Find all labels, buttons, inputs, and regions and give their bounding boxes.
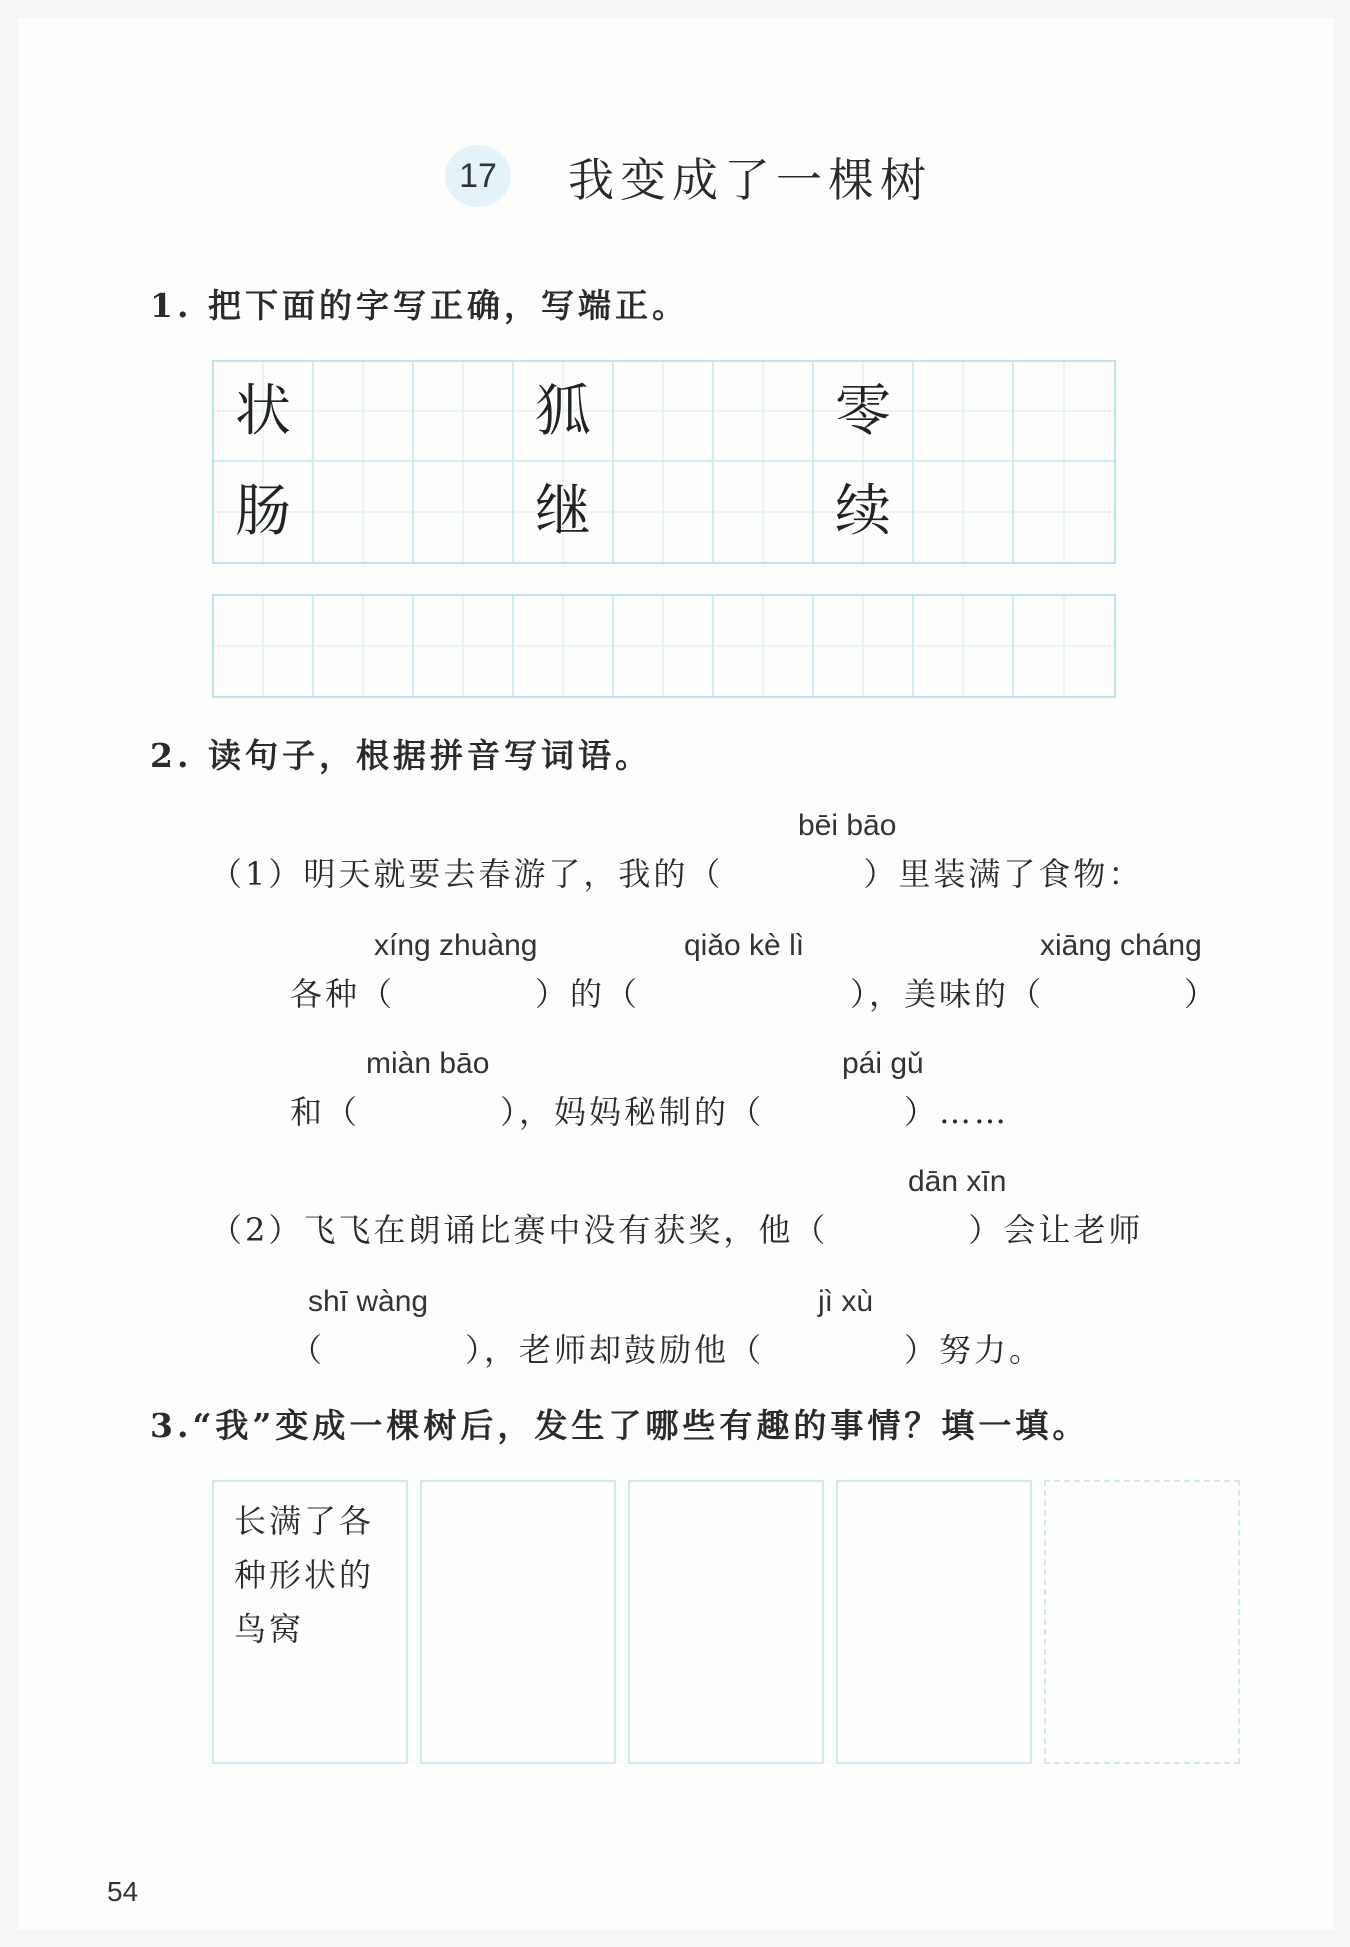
- grid-cell: 续: [814, 462, 914, 562]
- lesson-title: 我变成了一棵树: [568, 153, 932, 207]
- grid-cell: 继: [514, 462, 614, 562]
- sentence-1-line-3: 和（ ），妈妈秘制的（ ）……: [290, 1093, 1010, 1131]
- grid-cell[interactable]: [714, 362, 814, 462]
- answer-box-1: [212, 1480, 408, 1764]
- writing-grid-blank: [212, 594, 1116, 698]
- grid-cell[interactable]: [1014, 596, 1114, 696]
- grid-cell: 肠: [214, 462, 314, 562]
- pinyin-paigu: pái gǔ: [842, 1047, 924, 1080]
- grid-cell[interactable]: [414, 462, 514, 562]
- grid-cell[interactable]: [714, 596, 814, 696]
- answer-box-5[interactable]: [1044, 1480, 1240, 1764]
- grid-cell[interactable]: [914, 462, 1014, 562]
- grid-cell[interactable]: [514, 596, 614, 696]
- grid-cell: 状: [214, 362, 314, 462]
- question-3-title: 3.“我”变成一棵树后，发生了哪些有趣的事情？填一填。: [150, 1406, 1090, 1445]
- pinyin-beibao: bēi bāo: [798, 809, 897, 842]
- pinyin-mianbao: miàn bāo: [366, 1047, 490, 1080]
- grid-cell[interactable]: [214, 596, 314, 696]
- answer-box-1-text: 长满了各 种形状的 鸟窝: [234, 1502, 375, 1648]
- grid-cell[interactable]: [714, 462, 814, 562]
- sentence-1-line-2: 各种（ ）的（ ），美味的（ ）: [290, 975, 1220, 1013]
- grid-cell[interactable]: [414, 362, 514, 462]
- pinyin-shiwang: shī wàng: [308, 1285, 429, 1318]
- lesson-number-badge: 17: [445, 145, 511, 207]
- grid-cell[interactable]: [614, 362, 714, 462]
- pinyin-jixu: jì xù: [818, 1285, 874, 1318]
- question-2-title: 2. 读句子，根据拼音写词语。: [150, 736, 652, 775]
- pinyin-xiangchang: xiāng cháng: [1040, 929, 1202, 962]
- sentence-1-line-1: （1）明天就要去春游了，我的（ ）里装满了食物：: [210, 855, 1144, 893]
- grid-cell[interactable]: [1014, 362, 1114, 462]
- page-number: 54: [107, 1876, 139, 1907]
- grid-cell[interactable]: [314, 362, 414, 462]
- grid-cell[interactable]: [414, 596, 514, 696]
- writing-grid-characters: [212, 360, 1116, 564]
- answer-box-3[interactable]: [628, 1480, 824, 1764]
- pinyin-qiaokeli: qiǎo kè lì: [684, 929, 805, 962]
- answer-box-2[interactable]: [420, 1480, 616, 1764]
- question-1-title: 1. 把下面的字写正确，写端正。: [150, 286, 689, 325]
- answer-box-4[interactable]: [836, 1480, 1032, 1764]
- sentence-2-line-2: （ ），老师却鼓励他（ ）努力。: [290, 1331, 1045, 1369]
- grid-cell[interactable]: [914, 362, 1014, 462]
- grid-cell: 狐: [514, 362, 614, 462]
- sentence-2-line-1: （2）飞飞在朗诵比赛中没有获奖，他（ ）会让老师: [210, 1211, 1144, 1249]
- pinyin-xingzhuang: xíng zhuàng: [374, 929, 538, 962]
- pinyin-danxin: dān xīn: [908, 1165, 1007, 1198]
- grid-cell[interactable]: [814, 596, 914, 696]
- grid-cell[interactable]: [614, 462, 714, 562]
- grid-cell[interactable]: [1014, 462, 1114, 562]
- grid-cell[interactable]: [614, 596, 714, 696]
- grid-cell[interactable]: [314, 596, 414, 696]
- grid-cell[interactable]: [314, 462, 414, 562]
- grid-cell: 零: [814, 362, 914, 462]
- grid-cell[interactable]: [914, 596, 1014, 696]
